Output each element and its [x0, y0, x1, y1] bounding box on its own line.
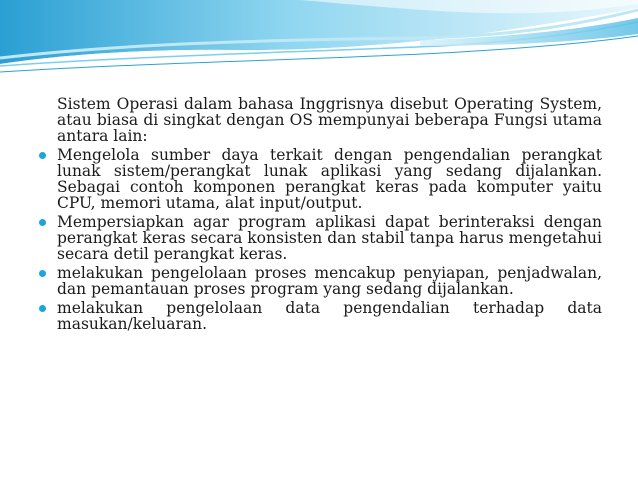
bullet-icon	[39, 305, 46, 312]
bullet-item-2	[38, 214, 602, 262]
bullet-icon	[39, 152, 46, 159]
bullet-item-1	[38, 147, 602, 211]
slide-body	[38, 96, 602, 335]
bullet-text: melakukan pengelolaan proses mencakup penyiapan, penjadwalan, dan pemantauan proses program yang sedang dijalankan.	[57, 264, 602, 298]
bullet-item-4	[38, 300, 602, 332]
header-wave-decoration	[0, 0, 638, 80]
intro-paragraph: Sistem Operasi dalam bahasa Inggrisnya disebut Operating System, atau biasa di singkat dengan OS mempunyai beberapa Fungsi utama antara lain:	[57, 95, 602, 145]
bullet-text: Mempersiapkan agar program aplikasi dapat berinteraksi dengan perangkat keras secara konsisten dan stabil tanpa harus mengetahui secara detil perangkat keras.	[57, 213, 602, 263]
bullet-icon	[39, 219, 46, 226]
bullet-text: Mengelola sumber daya terkait dengan pengendalian perangkat lunak sistem/perangkat lunak aplikasi yang sedang dijalankan. Sebagai contoh komponen perangkat keras pada komputer yaitu CPU, memori utama, alat input/output.	[57, 146, 602, 212]
bullet-text: melakukan pengelolaan data pengendalian terhadap data masukan/keluaran.	[57, 299, 602, 333]
bullet-item-3	[38, 265, 602, 297]
bullet-icon	[39, 270, 46, 277]
